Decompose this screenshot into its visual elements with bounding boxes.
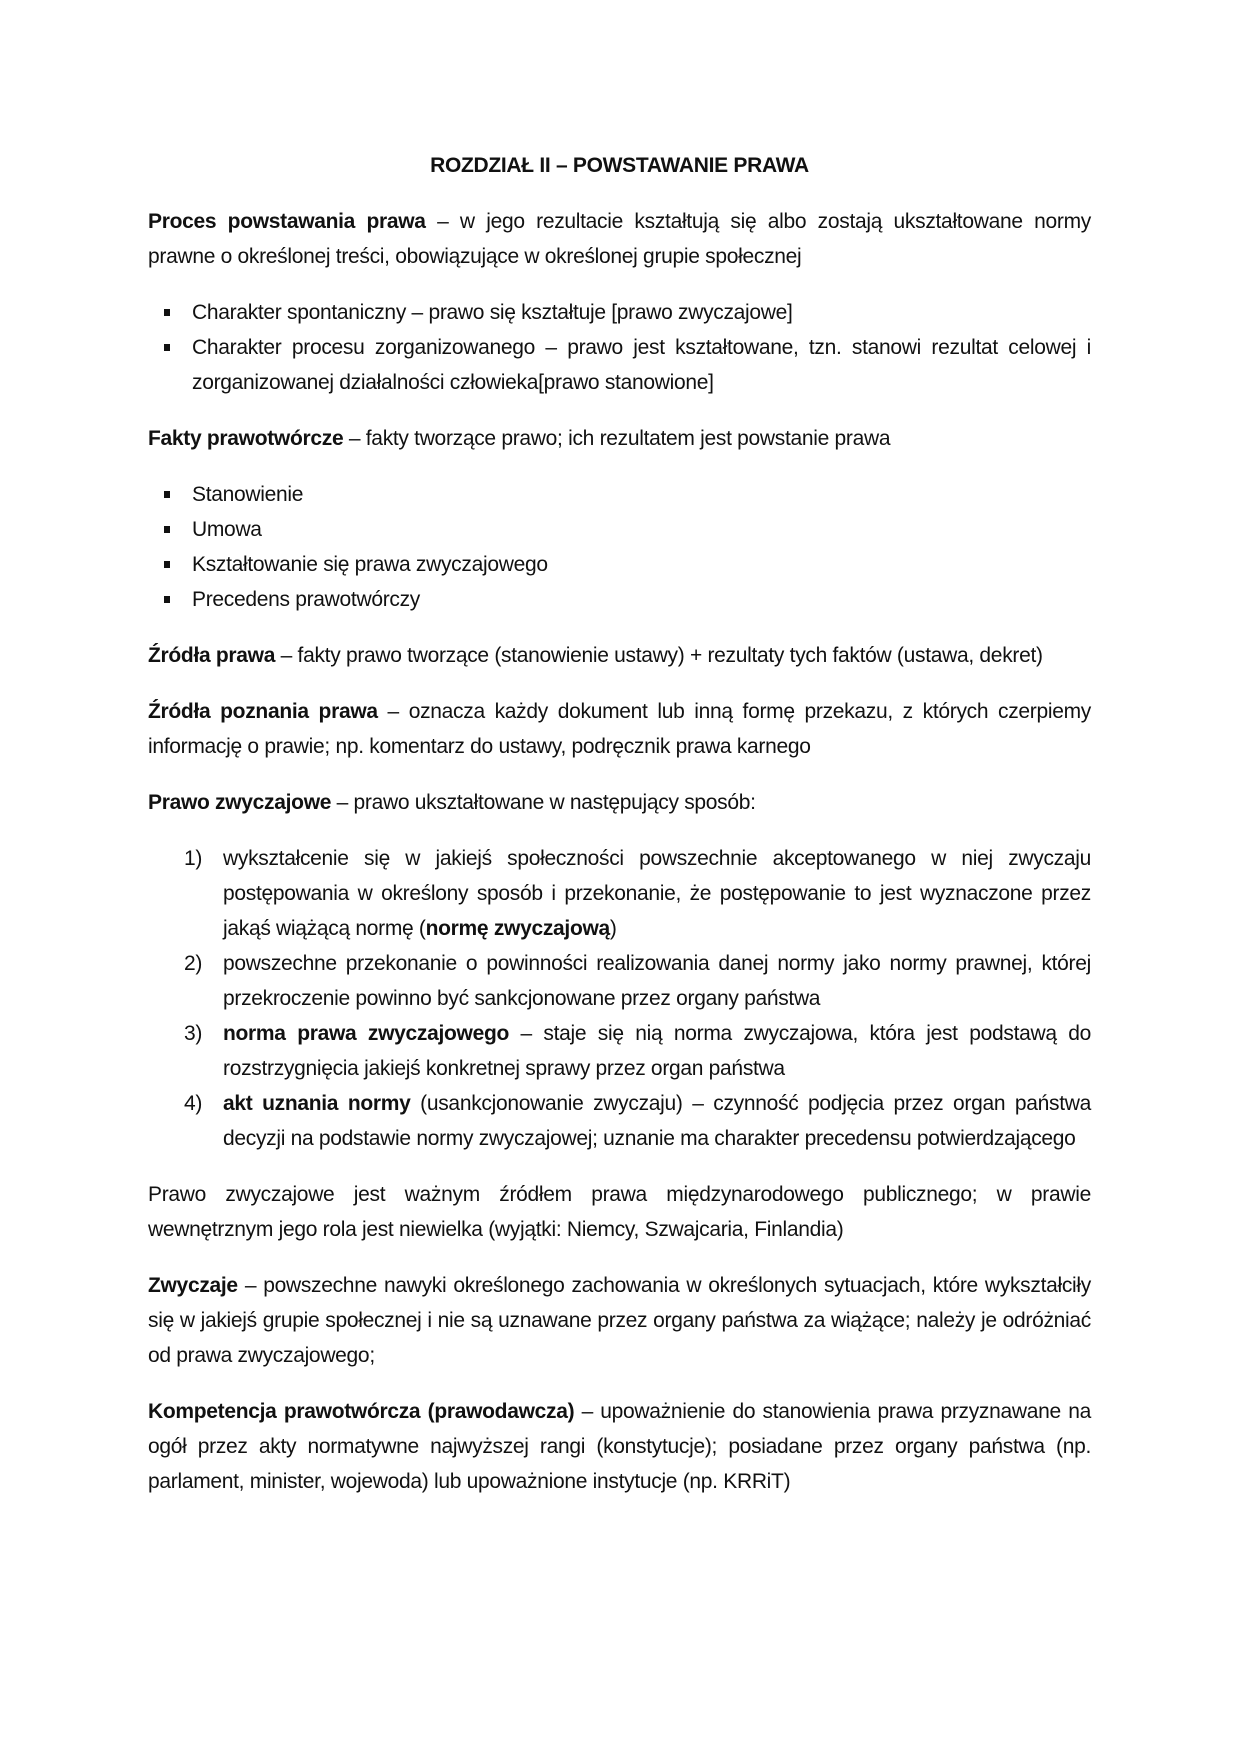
list-number: 4) (184, 1092, 203, 1115)
definition-prawo-zwyczajowe: – prawo ukształtowane w następujący sposób: (331, 791, 756, 814)
list-item-text: – staje się nią norma zwyczajowa, która jest podstawą do rozstrzygnięcia jakiejś konkretnej sprawy przez organ państwa (223, 1022, 1091, 1080)
paragraph-rola-prawa-zwyczajowego: Prawo zwyczajowe jest ważnym źródłem prawa międzynarodowego publicznego; w prawie wewnętrznym jego rola jest niewielka (wyjątki: Niemcy, Szwajcaria, Finlandia) (148, 1183, 1091, 1241)
square-bullet-icon (164, 344, 170, 351)
square-bullet-icon (164, 491, 170, 498)
square-bullet-icon (164, 596, 170, 603)
list-item (148, 841, 1091, 946)
paragraph-zrodla-prawa (148, 638, 1091, 673)
definition-proces: – w jego rezultacie kształtują się albo zostają ukształtowane normy prawne o określonej treści, obowiązujące w określonej grupie społecznej (148, 210, 1091, 268)
definition-zwyczaje: – powszechne nawyki określonego zachowania w określonych sytuacjach, które wykształciły się w jakiejś grupie społecznej i nie są uznawane przez organy państwa za wiążące; należy je odróżniać od prawa zwyczajowego; (148, 1274, 1091, 1367)
list-item (148, 582, 1091, 617)
definition-fakty: – fakty tworzące prawo; ich rezultatem jest powstanie prawa (343, 427, 891, 450)
term-zwyczaje: Zwyczaje (148, 1274, 238, 1297)
definition-zrodla-poznania: – oznacza każdy dokument lub inną formę przekazu, z których czerpiemy informację o prawie; np. komentarz do ustawy, podręcznik prawa karnego (148, 700, 1091, 758)
square-bullet-icon (164, 561, 170, 568)
list-item (148, 1086, 1091, 1156)
list-number: 2) (184, 952, 203, 975)
paragraph-zrodla-poznania (148, 694, 1091, 764)
list-item (148, 477, 1091, 512)
list-item (148, 295, 1091, 330)
list-item-text: Umowa (192, 518, 262, 541)
list-item (148, 512, 1091, 547)
square-bullet-icon (164, 526, 170, 533)
paragraph-zwyczaje (148, 1268, 1091, 1373)
numbered-list-prawo-zwyczajowe (148, 841, 1091, 1156)
term-prawo-zwyczajowe: Prawo zwyczajowe (148, 791, 332, 814)
paragraph-prawo-zwyczajowe (148, 785, 1091, 820)
list-item (148, 1016, 1091, 1086)
list-item (148, 547, 1091, 582)
list-item-text: Precedens prawotwórczy (192, 588, 420, 611)
definition-zrodla-prawa: – fakty prawo tworzące (stanowienie ustawy) + rezultaty tych faktów (ustawa, dekret) (275, 644, 1043, 667)
term-fakty: Fakty prawotwórcze (148, 427, 344, 450)
list-item-bold-term: akt uznania normy (223, 1092, 411, 1115)
term-zrodla-poznania: Źródła poznania prawa (148, 700, 378, 723)
list-item-text: Kształtowanie się prawa zwyczajowego (192, 553, 548, 576)
list-item (148, 330, 1091, 400)
list-item-text: Charakter procesu zorganizowanego – prawo jest kształtowane, tzn. stanowi rezultat celowej i zorganizowanej działalności człowieka[prawo stanowione] (192, 336, 1091, 394)
term-kompetencja: Kompetencja prawotwórcza (prawodawcza) (148, 1400, 575, 1423)
list-item-trail: ) (609, 917, 617, 940)
paragraph-proces (148, 204, 1091, 274)
list-item-bold-term: normę zwyczajową (425, 917, 610, 940)
list-item (148, 946, 1091, 1016)
list-item-text: Stanowienie (192, 483, 304, 506)
definition-kompetencja: – upoważnienie do stanowienia prawa przyznawane na ogół przez akty normatywne najwyższej rangi (konstytucje); posiadane przez organy państwa (np. parlament, minister, wojewoda) lub upoważnione instytucje (np. KRRiT) (148, 1400, 1091, 1493)
document-page (148, 148, 1091, 1520)
paragraph-kompetencja (148, 1394, 1091, 1499)
list-item-bold-term: norma prawa zwyczajowego (223, 1022, 510, 1045)
list-item-text: wykształcenie się w jakiejś społeczności powszechnie akceptowanego w niej zwyczaju postępowania w określony sposób i przekonanie, że postępowanie to jest wyznaczone przez jakąś wiążącą normę ( (223, 847, 1091, 940)
list-item-text: powszechne przekonanie o powinności realizowania danej normy jako normy prawnej, której przekroczenie powinno być sankcjonowane przez organy państwa (223, 952, 1091, 1010)
paragraph-fakty (148, 421, 1091, 456)
bullet-list-proces (148, 295, 1091, 400)
list-number: 1) (184, 847, 203, 870)
term-zrodla-prawa: Źródła prawa (148, 644, 276, 667)
bullet-list-fakty (148, 477, 1091, 617)
list-item-text: Charakter spontaniczny – prawo się kształtuje [prawo zwyczajowe] (192, 301, 793, 324)
term-proces: Proces powstawania prawa (148, 210, 426, 233)
square-bullet-icon (164, 309, 170, 316)
list-number: 3) (184, 1022, 203, 1045)
list-item-text: (usankcjonowanie zwyczaju) – czynność podjęcia przez organ państwa decyzji na podstawie normy zwyczajowej; uznanie ma charakter precedensu potwierdzającego (223, 1092, 1091, 1150)
chapter-title: ROZDZIAŁ II – POWSTAWANIE PRAWA (430, 154, 809, 177)
